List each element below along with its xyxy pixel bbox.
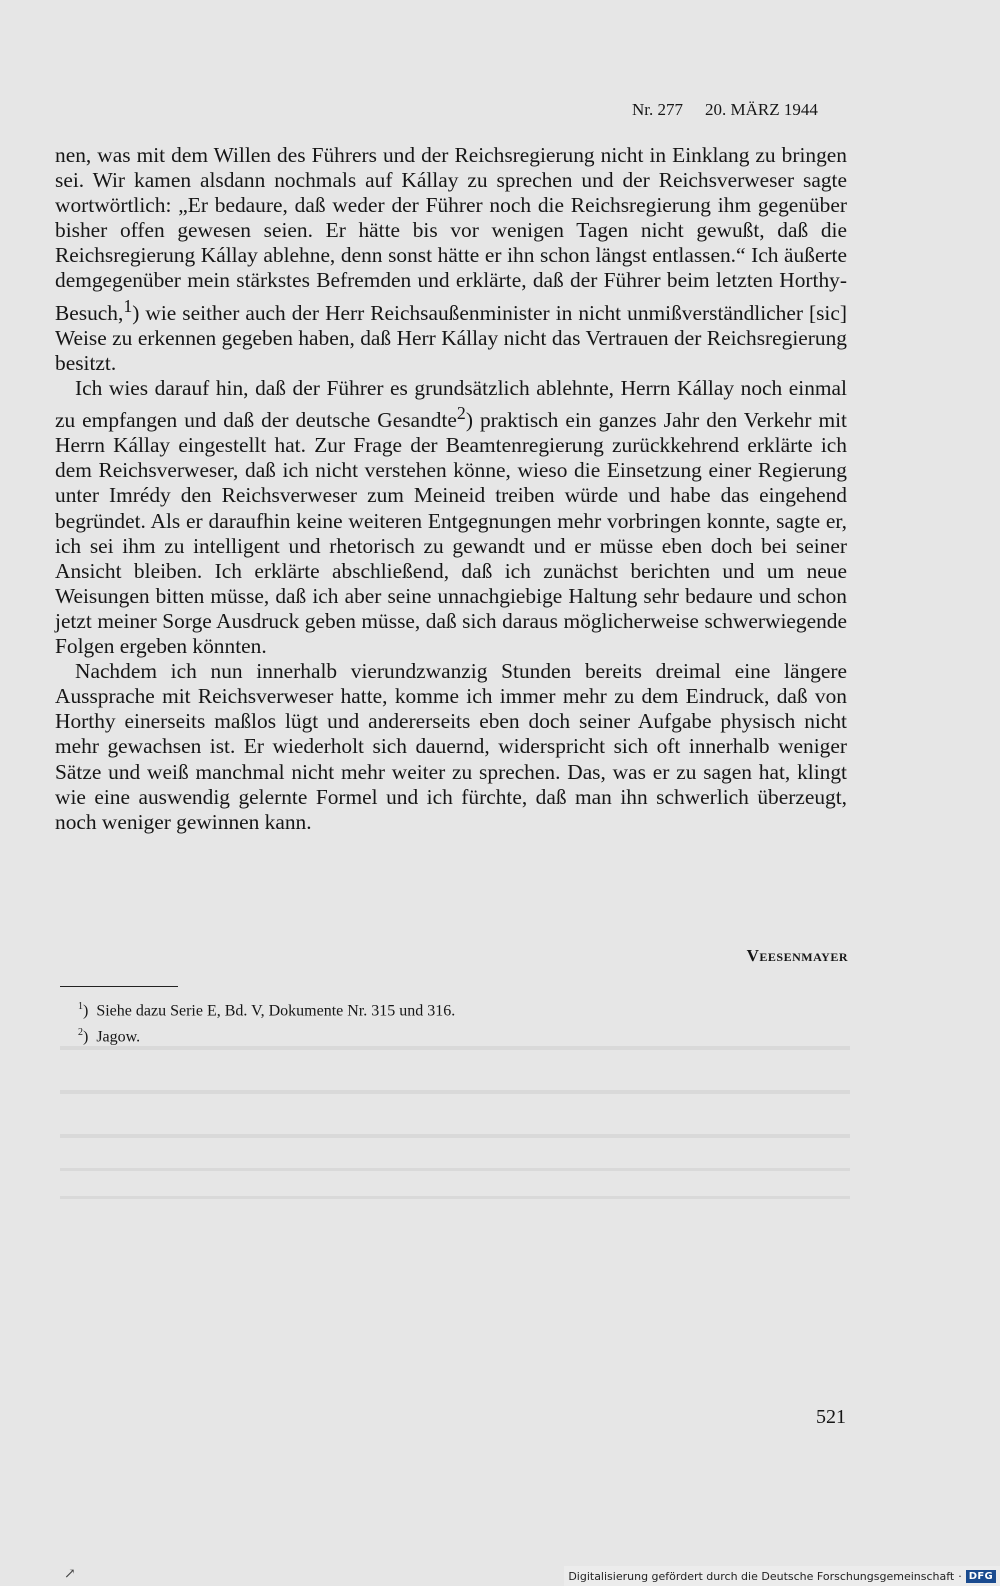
body-text bbox=[55, 143, 847, 835]
footnote-divider bbox=[60, 986, 178, 987]
running-header bbox=[632, 100, 848, 120]
digitization-footer: Digitalisierung gefördert durch die Deutsche Forschungsgemeinschaft · DFG bbox=[564, 1566, 1000, 1586]
document-number: Nr. 277 bbox=[632, 100, 683, 119]
paragraph-3: Nachdem ich nun innerhalb vierundzwanzig Stunden bereits dreimal eine längere Aussprache mit Reichsverweser hatte, komme ich immer mehr zu dem Eindruck, daß von Horthy einerseits maßlos lügt und andererseits eben doch seiner Aufgabe physisch nicht mehr gewachsen ist. Er wiederholt sich dauernd, widerspricht sich oft innerhalb weniger Sätze und weiß manchmal nicht mehr weiter zu sprechen. Das, was er zu sagen hat, klingt wie eine auswendig gelernte Formel und ich fürchte, daß man ihn schwerlich überzeugt, noch weniger gewinnen kann. bbox=[55, 659, 847, 834]
paragraph-1: nen, was mit dem Willen des Führers und der Reichsregierung nicht in Einklang zu bringen sei. Wir kamen alsdann nochmals auf Kállay zu sprechen und der Reichsverweser sagte wortwörtlich: „Er bedaure, daß weder der Führer noch die Reichsregierung ihm gegenüber bisher offen gewesen seien. Er hätte bis vor wenigen Tagen nicht gewußt, daß die Reichsregierung Kállay ablehne, denn sonst hätte er ihn schon längst entlassen.“ Ich äußerte demgegenüber mein stärkstes Befremden und erklärte, daß der Führer beim letzten Horthy-Besuch,$^1$) wie seither auch der Herr Reichsaußenminister in nicht unmißverständlicher [sic] Weise zu erkennen gegeben haben, daß Herr Kállay nicht das Vertrauen der Reichsregierung besitzt. bbox=[55, 143, 847, 375]
document-date: 20. MÄRZ 1944 bbox=[705, 100, 818, 119]
paragraph-2: Ich wies darauf hin, daß der Führer es grundsätzlich ablehnte, Herrn Kállay noch einmal zu empfangen und daß der deutsche Gesandte$^2$) praktisch ein ganzes Jahr den Verkehr mit Herrn Kállay eingestellt hat. Zur Frage der Beamtenregierung zurückkehrend erklärte ich dem Reichsverweser, daß ich nicht verstehen könne, wieso die Einsetzung einer Regierung unter Imrédy den Reichsverweser zum Meineid treiben würde und habe das eingehend begründet. Als er daraufhin keine weiteren Entgegnungen mehr vorbringen konnte, sagte er, ich sei ihm zu intelligent und rhetorisch zu gewandt und er müsse eben doch bei seiner Ansicht bleiben. Ich erklärte abschließend, daß ich zunächst berichten und um neue Weisungen bitten müsse, daß ich aber seine unnachgiebige Haltung sehr bedaure und schon jetzt meiner Sorge Ausdruck geben müsse, daß sich daraus möglicherweise schwerwiegende Folgen ergeben könnten. bbox=[55, 375, 847, 659]
footnote-2: $^2$) Jagow. bbox=[78, 1027, 141, 1046]
dfg-logo: DFG bbox=[966, 1570, 996, 1583]
scan-mark: ↗ bbox=[64, 1567, 76, 1582]
footnote-1: $^1$) Siehe dazu Serie E, Bd. V, Dokumente Nr. 315 und 316. bbox=[78, 1001, 456, 1020]
footnotes bbox=[78, 996, 455, 1049]
page-number: 521 bbox=[816, 1406, 846, 1428]
footnote-ref-2[interactable]: 2 bbox=[456, 403, 466, 424]
bleed-through-line bbox=[60, 1090, 850, 1094]
bleed-through-line bbox=[60, 1168, 850, 1171]
bleed-through-line bbox=[60, 1046, 850, 1050]
signature: Veesenmayer bbox=[746, 946, 848, 965]
footnote-ref-1[interactable]: 1 bbox=[123, 295, 133, 316]
bleed-through-line bbox=[60, 1134, 850, 1138]
bleed-through-line bbox=[60, 1196, 850, 1199]
footer-credit: Digitalisierung gefördert durch die Deutsche Forschungsgemeinschaft bbox=[568, 1569, 955, 1583]
